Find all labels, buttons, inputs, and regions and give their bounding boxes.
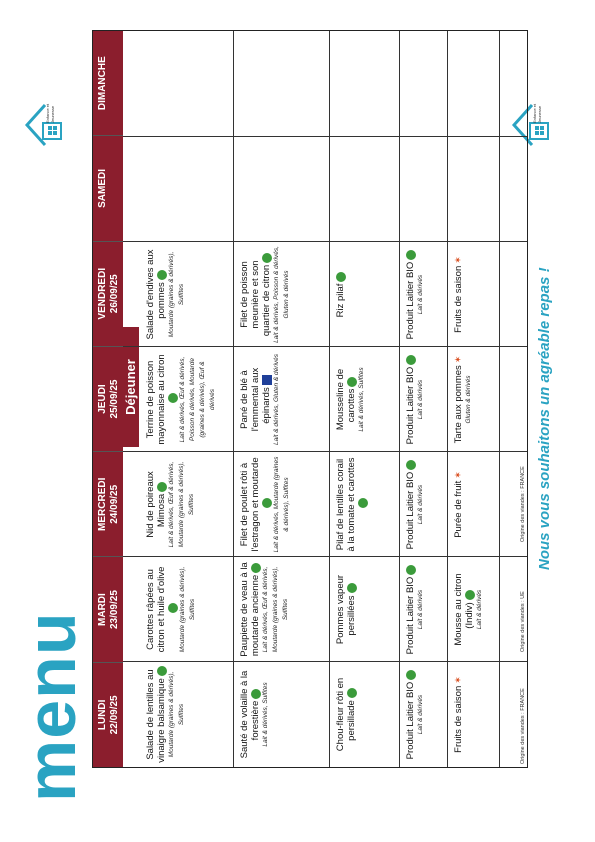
label-badge-icon (157, 666, 167, 676)
menu-cell (453, 561, 485, 658)
allergen-text: Moutarde (graines & dérivés), Sulfites (168, 671, 185, 758)
menu-cell (239, 246, 292, 343)
dish-name: Produit Laitier BIO (405, 681, 416, 760)
dish-name: Chou-fleur rôti en persillade (335, 677, 357, 752)
menu-cell (405, 351, 426, 448)
menu-cell (145, 561, 198, 658)
dish-name: Produit Laitier BIO (405, 261, 416, 340)
allergen-text: Lait & dérivés (417, 274, 424, 315)
dish-name: Mousseline de carottes (335, 368, 357, 431)
page-title: menu (12, 611, 90, 802)
menu-cell (453, 351, 474, 448)
star-icon: ✶ (453, 256, 463, 264)
menu-cell (239, 456, 292, 553)
origin-note: Origine des viandes : UE (520, 591, 526, 652)
column-divider (123, 241, 527, 242)
dish-name: Riz pilaf (335, 283, 346, 318)
label-badge-icon (406, 565, 416, 575)
allergen-text: Lait & dérivés (417, 484, 424, 525)
row-divider (499, 31, 500, 767)
menu-cell (453, 666, 464, 763)
menu-table (92, 30, 528, 768)
label-badge-icon (347, 583, 357, 593)
allergen-text: Lait & dérivés, Poisson & dérivés, Gluten & dérivés (273, 246, 290, 343)
dish-name: Produit Laitier BIO (405, 366, 416, 445)
dish-name: Mousse au citron (Indiv) (453, 573, 475, 646)
day-date: 22/09/25 (109, 695, 120, 735)
day-header (93, 451, 123, 556)
menu-cell (453, 456, 464, 553)
menu-cell (145, 666, 187, 763)
row-divider (399, 31, 400, 767)
allergen-text: Gluten & dérivés (465, 375, 472, 424)
allergen-text: Lait & dérivés, Œuf & dérivés, Moutarde (graines & dérivés), Sulfites (168, 461, 195, 548)
menu-cell (405, 246, 426, 343)
menu-cell (145, 456, 197, 553)
label-badge-icon (465, 590, 475, 600)
column-divider (123, 346, 527, 347)
day-date: 23/09/25 (109, 590, 120, 630)
star-icon: ✶ (453, 471, 463, 479)
label-badge-icon (406, 460, 416, 470)
day-name: SAMEDI (97, 169, 108, 208)
allergen-text: Lait & dérivés, Sulfites (262, 682, 269, 747)
label-badge-icon (406, 250, 416, 260)
eu-flag-icon (262, 375, 272, 385)
dish-name: Salade d'endives aux pommes (145, 249, 167, 340)
label-badge-icon (262, 499, 272, 509)
day-header (93, 556, 123, 661)
allergen-text: Moutarde (graines & dérivés), Sulfites (168, 251, 185, 338)
dish-name: Terrine de poisson mayonnaise au citron (145, 354, 167, 445)
day-header (93, 241, 123, 346)
menu-cell (335, 246, 346, 343)
day-date: 24/09/25 (109, 484, 120, 524)
day-header (93, 31, 123, 135)
row-divider (329, 31, 330, 767)
dish-name: Fruits de saison (453, 685, 464, 753)
dish-name: Paupiette de veau à la moutarde ancienne (239, 562, 261, 657)
logo-text: Enfance et Jeunesse (532, 103, 542, 123)
day-name: VENDREDI (97, 267, 108, 320)
label-badge-icon (336, 272, 346, 282)
menu-cell (405, 666, 426, 763)
menu-cell (239, 561, 291, 658)
row-divider (233, 31, 234, 767)
label-badge-icon (262, 253, 272, 263)
day-name: MARDI (97, 593, 108, 626)
label-badge-icon (347, 377, 357, 387)
day-name: LUNDI (97, 699, 108, 731)
dish-name: Carottes râpées au citron et huile d'olive (145, 566, 167, 653)
origin-note: Origine des viandes : FRANCE (520, 466, 526, 542)
dish-name: Nid de poireaux Mimosa (145, 471, 167, 538)
menu-cell (239, 666, 271, 763)
dish-name: Salade de lentilles au vinaigre balsamique (145, 669, 167, 763)
menu-cell (335, 561, 357, 658)
column-divider (123, 661, 527, 662)
dish-name: Sauté de volaille à la forestière (239, 670, 261, 759)
day-header (93, 135, 123, 240)
label-badge-icon (168, 604, 178, 614)
menu-cell (145, 351, 218, 448)
label-badge-icon (406, 355, 416, 365)
label-badge-icon (157, 270, 167, 280)
house-logo-icon (23, 101, 71, 149)
dish-name: Filet de poisson meunière et son quartier de citron (239, 260, 272, 337)
label-badge-icon (168, 394, 178, 404)
menu-cell (405, 456, 426, 553)
menu-cell (335, 456, 368, 553)
day-name: DIMANCHE (97, 56, 108, 111)
day-header (93, 662, 123, 767)
star-icon: ✶ (453, 355, 463, 364)
star-icon: ✶ (453, 676, 463, 684)
menu-cell (145, 246, 187, 343)
label-badge-icon (347, 688, 357, 698)
day-name: MERCREDI (97, 477, 108, 531)
dish-name: Purée de fruit (453, 480, 464, 538)
allergen-text: Lait & dérivés, Œuf & dérivés, Moutarde (graines & dérivés), Sulfites (262, 566, 289, 653)
day-name: JEUDI (97, 384, 108, 414)
allergen-text: Lait & dérivés (476, 589, 483, 630)
allergen-text: Lait & dérivés (417, 589, 424, 630)
day-header-row (93, 31, 123, 767)
column-divider (123, 556, 527, 557)
column-divider (123, 136, 527, 137)
label-badge-icon (358, 499, 368, 509)
meal-label: Déjeuner (123, 327, 139, 447)
dish-name: Pilaf de lentilles corail à la tomate et carottes (335, 457, 357, 552)
day-date: 25/09/25 (109, 379, 120, 419)
footer-message: Nous vous souhaitons un agréable repas ! (536, 267, 553, 570)
allergen-text: Lait & dérivés (417, 694, 424, 735)
dish-name: Produit Laitier BIO (405, 471, 416, 550)
allergen-text: Lait & dérivés, Gluten & dérivés (273, 353, 280, 446)
row-divider (447, 31, 448, 767)
dish-name: Produit Laitier BIO (405, 576, 416, 655)
day-header (93, 346, 123, 451)
menu-cell (335, 351, 367, 448)
label-badge-icon (406, 670, 416, 680)
allergen-text: Lait & dérivés, Œuf & dérivés, Poisson & dérivés, Moutarde (graines & dérivés), Œuf & dérivés (178, 356, 216, 443)
allergen-text: Moutarde (graines & dérivés), Sulfites (178, 566, 196, 653)
menu-cell (239, 351, 282, 448)
label-badge-icon (157, 482, 167, 492)
dish-name: Pommes vapeur persillées (335, 574, 357, 645)
origin-note: Origine des viandes : FRANCE (520, 688, 526, 764)
dish-name: Fruits de saison (453, 265, 464, 333)
dish-name: Filet de poulet rôti à l'estragon et moutarde (239, 457, 261, 552)
menu-cell (453, 246, 464, 343)
menu-cell (405, 561, 426, 658)
label-badge-icon (251, 563, 261, 573)
logo-text: Enfance et Jeunesse (45, 103, 55, 123)
allergen-text: Lait & dérivés, Moutarde (graines & dérivés), Sulfites (272, 456, 290, 553)
dish-name: Tarte aux pommes (453, 365, 464, 444)
day-date: 26/09/25 (109, 274, 120, 314)
dish-name: Pané de blé à l'emmental aux épinards (239, 367, 272, 432)
column-divider (123, 451, 527, 452)
menu-cell (335, 666, 357, 763)
allergen-text: Lait & dérivés, Sulfites (358, 367, 365, 432)
label-badge-icon (251, 689, 261, 699)
allergen-text: Lait & dérivés (417, 379, 424, 420)
